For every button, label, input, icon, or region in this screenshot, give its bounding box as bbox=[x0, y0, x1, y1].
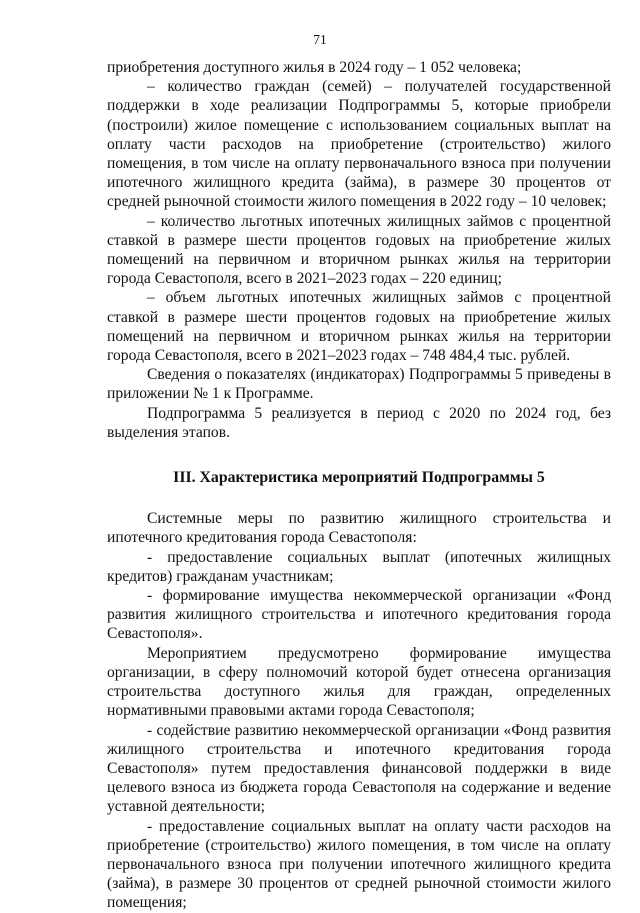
paragraph-continuation: приобретения доступного жилья в 2024 году – 1 052 человека; bbox=[107, 59, 522, 76]
list-item-recipients-count: – количество граждан (семей) – получателей государственной поддержки в ходе реализации Подпрограммы 5, которые приобрели (построили) жилое помещение с использованием социальных выплат на оплату части расходов на приобретение (строительство) жилого помещения, в том числе на оплату первоначального взноса при получении ипотечного жилищного кредита (займа), в размере 30 процентов от средней рыночной стоимости жилого помещения в 2022 году – 10 человек; bbox=[107, 78, 611, 211]
list-item-loans-count: – количество льготных ипотечных жилищных займов с процентной ставкой в размере шести процентов годовых на приобретение жилых помещений на первичном и вторичном рынках жилья на территории города Севастополя, всего в 2021–2023 годах – 220 единиц; bbox=[107, 212, 611, 288]
paragraph-system-measures: Системные меры по развитию жилищного строительства и ипотечного кредитования города Севастополя: bbox=[107, 510, 611, 547]
page-number: 71 bbox=[313, 32, 327, 47]
document-body bbox=[107, 58, 611, 913]
list-item-social-payments: - предоставление социальных выплат (ипотечных жилищных кредитов) гражданам участникам; bbox=[107, 548, 611, 585]
list-item-fund-property: - формирование имущества некоммерческой организации «Фонд развития жилищного строительства и ипотечного кредитования города Севастополя». bbox=[107, 587, 611, 643]
paragraph-indicators-reference: Сведения о показателях (индикаторах) Подпрограммы 5 приведены в приложении № 1 к Программе. bbox=[107, 366, 611, 403]
paragraph-event-description: Мероприятием предусмотрено формирование имущества организации, в сферу полномочий которой будет отнесена организация строительства доступного жилья для граждан, определенных нормативными правовыми актами города Севастополя; bbox=[107, 644, 611, 720]
list-item-loans-volume: – объем льготных ипотечных жилищных займов с процентной ставкой в размере шести процентов годовых на приобретение жилых помещений на первичном и вторичном рынках жилья на территории города Севастополя, всего в 2021–2023 годах – 748 484,4 тыс. рублей. bbox=[107, 289, 611, 365]
paragraph-implementation-period: Подпрограмма 5 реализуется в период с 2020 по 2024 год, без выделения этапов. bbox=[107, 404, 611, 441]
section-title: III. Характеристика мероприятий Подпрограммы 5 bbox=[173, 469, 545, 487]
list-item-fund-support: - содействие развитию некоммерческой организации «Фонд развития жилищного строительства и ипотечного кредитования города Севастополя» путем предоставления финансовой поддержки в виде целевого взноса из бюджета города Севастополя на содержание и ведение уставной деятельности; bbox=[107, 721, 611, 816]
list-item-payment-provision: - предоставление социальных выплат на оплату части расходов на приобретение (строительство) жилого помещения, в том числе на оплату первоначального взноса при получении ипотечного жилищного кредита (займа), в размере 30 процентов от средней рыночной стоимости жилого помещения; bbox=[107, 817, 611, 912]
